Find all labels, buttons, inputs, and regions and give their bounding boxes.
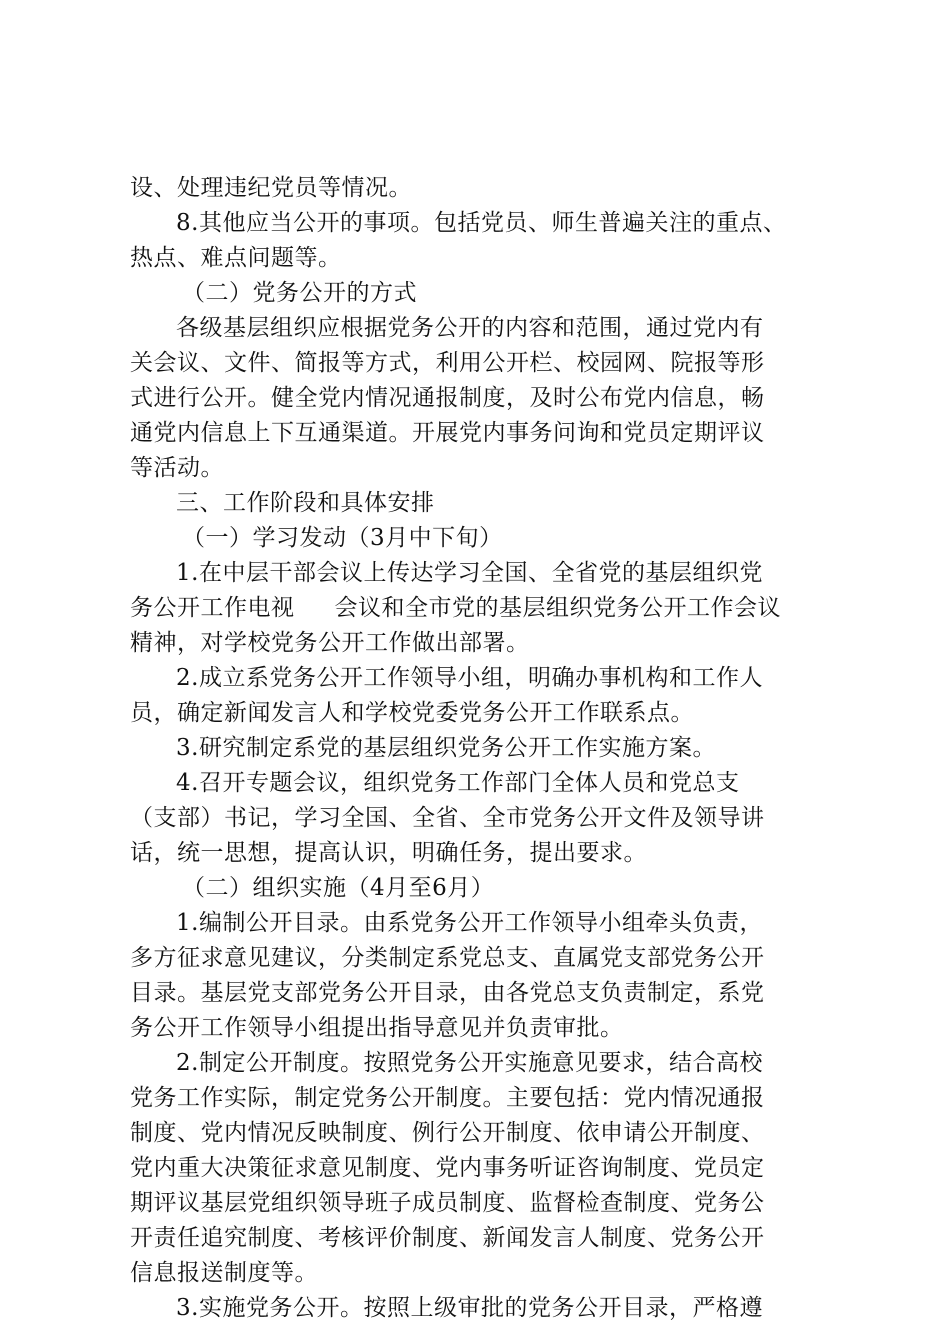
text-line: 话，统一思想，提高认识，明确任务，提出要求。 — [130, 840, 647, 866]
text-line: 8.其他应当公开的事项。包括党员、师生普遍关注的重点、 — [176, 210, 787, 236]
text-line: 党内重大决策征求意见制度、党内事务听证咨询制度、党员定 — [130, 1155, 765, 1181]
text-segment: 会议和全市党的基层组织党务公开工作会议 — [334, 595, 781, 621]
text-line: 3.实施党务公开。按照上级审批的党务公开目录，严格遵 — [176, 1295, 763, 1321]
text-line: 员，确定新闻发言人和学校党委党务公开工作联系点。 — [130, 700, 694, 726]
text-line: 等活动。 — [130, 455, 224, 481]
text-line: 2.成立系党务公开工作领导小组，明确办事机构和工作人 — [176, 665, 763, 691]
section-heading: （二）党务公开的方式 — [182, 280, 417, 306]
text-line — [130, 591, 781, 625]
text-line: 精神，对学校党务公开工作做出部署。 — [130, 630, 530, 656]
section-heading: 三、工作阶段和具体安排 — [176, 490, 435, 516]
text-line: 党务工作实际，制定党务公开制度。主要包括：党内情况通报 — [130, 1085, 765, 1111]
text-line: 关会议、文件、简报等方式，利用公开栏、校园网、院报等形 — [130, 350, 765, 376]
text-line: 3.研究制定系党的基层组织党务公开工作实施方案。 — [176, 735, 716, 761]
text-line: 务公开工作领导小组提出指导意见并负责审批。 — [130, 1015, 624, 1041]
text-line: 信息报送制度等。 — [130, 1260, 318, 1286]
text-line: 通党内信息上下互通渠道。开展党内事务问询和党员定期评议 — [130, 420, 765, 446]
text-line: 式进行公开。健全党内情况通报制度，及时公布党内信息，畅 — [130, 385, 765, 411]
text-line: 制度、党内情况反映制度、例行公开制度、依申请公开制度、 — [130, 1120, 765, 1146]
text-line: 目录。基层党支部党务公开目录，由各党总支负责制定，系党 — [130, 980, 765, 1006]
text-line: 热点、难点问题等。 — [130, 245, 342, 271]
text-line: 4.召开专题会议，组织党务工作部门全体人员和党总支 — [176, 770, 740, 796]
text-line: 1.编制公开目录。由系党务公开工作领导小组牵头负责， — [176, 910, 763, 936]
section-heading: （二）组织实施（4月至6月） — [182, 875, 495, 901]
text-segment: 务公开工作电视 — [130, 595, 295, 621]
text-line: 多方征求意见建议，分类制定系党总支、直属党支部党务公开 — [130, 945, 765, 971]
text-line: 设、处理违纪党员等情况。 — [130, 175, 412, 201]
text-line: （支部）书记，学习全国、全省、全市党务公开文件及领导讲 — [130, 805, 765, 831]
section-heading: （一）学习发动（3月中下旬） — [182, 525, 503, 551]
text-line: 2.制定公开制度。按照党务公开实施意见要求，结合高校 — [176, 1050, 763, 1076]
text-line: 各级基层组织应根据党务公开的内容和范围，通过党内有 — [176, 315, 764, 341]
text-line: 1.在中层干部会议上传达学习全国、全省党的基层组织党 — [176, 560, 763, 586]
text-line: 开责任追究制度、考核评价制度、新闻发言人制度、党务公开 — [130, 1225, 765, 1251]
text-line: 期评议基层党组织领导班子成员制度、监督检查制度、党务公 — [130, 1190, 765, 1216]
